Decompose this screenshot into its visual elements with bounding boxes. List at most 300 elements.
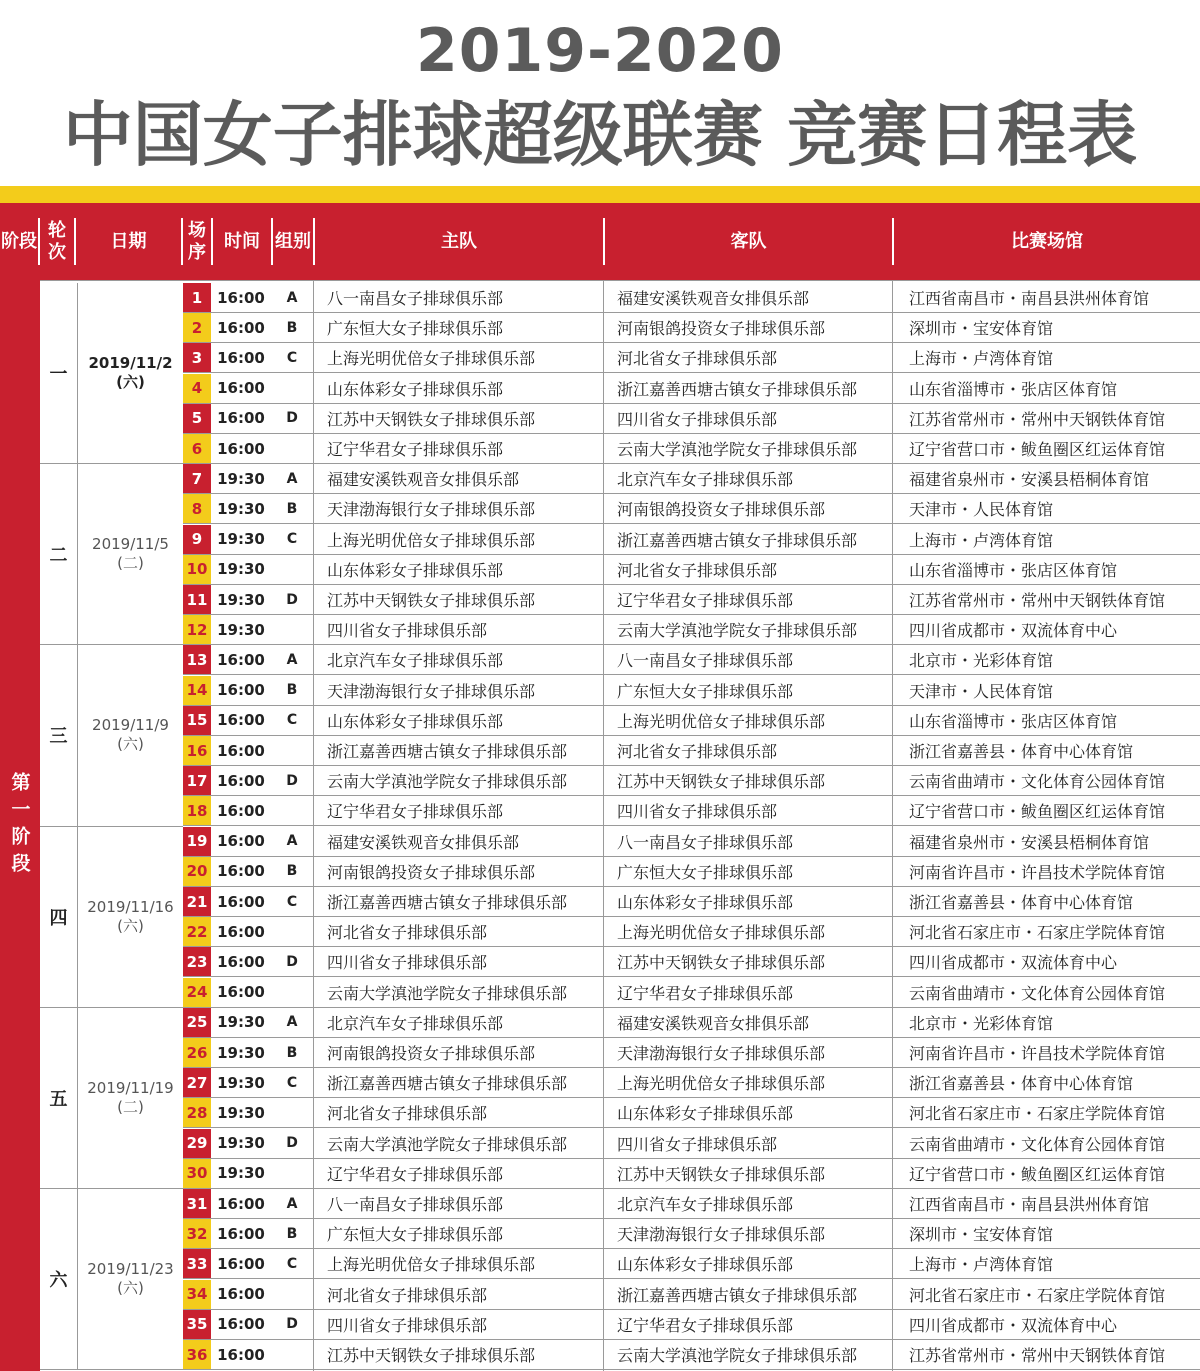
venue: 深圳市・宝安体育馆 <box>909 1225 1054 1245</box>
home-team: 八一南昌女子排球俱乐部 <box>327 289 504 308</box>
table-row <box>183 978 1200 1008</box>
match-number: 1 <box>183 283 211 312</box>
round-date-cell <box>78 827 183 1007</box>
match-time: 19:30 <box>217 469 265 488</box>
table-row <box>183 766 1200 796</box>
header-round: 轮次 <box>40 218 76 265</box>
round-weekday: (六) <box>117 735 144 754</box>
table-row <box>183 1129 1200 1159</box>
away-team: 浙江嘉善西塘古镇女子排球俱乐部 <box>617 1285 858 1305</box>
away-team: 福建安溪铁观音女排俱乐部 <box>617 289 810 308</box>
match-number: 32 <box>183 1219 211 1248</box>
match-group: A <box>286 651 298 668</box>
match-time: 19:30 <box>217 1164 265 1183</box>
table-row <box>183 1310 1200 1340</box>
venue: 河南省许昌市・许昌技术学院体育馆 <box>909 862 1166 882</box>
match-time: 16:00 <box>217 379 265 398</box>
home-team: 浙江嘉善西塘古镇女子排球俱乐部 <box>327 742 568 761</box>
page-title: 中国女子排球超级联赛 竞赛日程表 <box>62 94 1138 176</box>
table-row <box>183 464 1200 494</box>
match-group: A <box>286 470 298 487</box>
away-team: 八一南昌女子排球俱乐部 <box>617 832 794 852</box>
match-group: A <box>286 289 298 306</box>
match-number: 29 <box>183 1129 211 1158</box>
round-block <box>40 283 183 464</box>
match-time: 16:00 <box>217 1315 265 1334</box>
match-group: A <box>286 833 298 850</box>
venue: 辽宁省营口市・鲅鱼圈区红运体育馆 <box>909 802 1166 822</box>
table-row <box>183 555 1200 585</box>
match-number: 16 <box>183 736 211 765</box>
away-team: 江苏中天钢铁女子排球俱乐部 <box>617 772 826 792</box>
home-team: 浙江嘉善西塘古镇女子排球俱乐部 <box>327 1074 568 1094</box>
match-time: 16:00 <box>217 409 265 428</box>
match-group: B <box>286 1044 298 1061</box>
home-team: 山东体彩女子排球俱乐部 <box>327 711 504 731</box>
away-team: 四川省女子排球俱乐部 <box>617 802 778 822</box>
venue: 天津市・人民体育馆 <box>909 681 1054 701</box>
table-row <box>183 736 1200 766</box>
away-team: 北京汽车女子排球俱乐部 <box>617 1195 794 1214</box>
match-time: 16:00 <box>217 1285 265 1304</box>
match-time: 16:00 <box>217 1224 265 1243</box>
away-team: 浙江嘉善西塘古镇女子排球俱乐部 <box>617 530 858 550</box>
table-row <box>183 585 1200 615</box>
round-weekday: (六) <box>116 373 145 392</box>
header-group: 组别 <box>273 218 315 265</box>
stage-label <box>0 280 40 1371</box>
round-date-cell <box>78 283 183 463</box>
match-time: 16:00 <box>217 983 265 1002</box>
round-name: 三 <box>40 645 78 825</box>
home-team: 广东恒大女子排球俱乐部 <box>327 1225 504 1245</box>
match-number: 18 <box>183 796 211 825</box>
venue: 山东省淄博市・张店区体育馆 <box>909 711 1118 731</box>
table-row <box>183 645 1200 675</box>
match-group: C <box>286 1255 298 1272</box>
match-number: 36 <box>183 1340 211 1369</box>
home-team: 福建安溪铁观音女排俱乐部 <box>327 470 520 490</box>
away-team: 山东体彩女子排球俱乐部 <box>617 1255 794 1275</box>
match-time: 16:00 <box>217 832 265 851</box>
match-time: 19:30 <box>217 590 265 609</box>
match-time: 16:00 <box>217 318 265 337</box>
venue: 浙江省嘉善县・体育中心体育馆 <box>909 1074 1134 1094</box>
away-team: 上海光明优倍女子排球俱乐部 <box>617 1074 826 1094</box>
round-date: 2019/11/5 <box>92 535 169 554</box>
table-row <box>183 313 1200 343</box>
home-team: 河北省女子排球俱乐部 <box>327 1285 488 1305</box>
title-year: 2019-2020 <box>416 16 784 86</box>
venue: 云南省曲靖市・文化体育公园体育馆 <box>909 1134 1166 1154</box>
table-row <box>183 615 1200 645</box>
match-time: 16:00 <box>217 741 265 760</box>
round-date: 2019/11/16 <box>87 897 174 916</box>
match-group: B <box>286 500 298 517</box>
round-block <box>40 464 183 645</box>
round-date-cell <box>78 464 183 644</box>
table-row <box>183 1098 1200 1128</box>
match-number: 19 <box>183 827 211 856</box>
away-team: 江苏中天钢铁女子排球俱乐部 <box>617 1164 826 1184</box>
table-row <box>183 947 1200 977</box>
home-team: 四川省女子排球俱乐部 <box>327 953 488 973</box>
divider-group <box>313 280 314 1371</box>
match-number: 20 <box>183 857 211 886</box>
home-team: 山东体彩女子排球俱乐部 <box>327 560 504 580</box>
home-team: 山东体彩女子排球俱乐部 <box>327 379 504 399</box>
home-team: 上海光明优倍女子排球俱乐部 <box>327 530 536 550</box>
venue: 深圳市・宝安体育馆 <box>909 319 1054 339</box>
away-team: 辽宁华君女子排球俱乐部 <box>617 1315 794 1335</box>
venue: 云南省曲靖市・文化体育公园体育馆 <box>909 772 1166 792</box>
venue: 辽宁省营口市・鲅鱼圈区红运体育馆 <box>909 440 1166 459</box>
round-weekday: (六) <box>117 916 144 935</box>
venue: 河北省石家庄市・石家庄学院体育馆 <box>909 1285 1166 1305</box>
away-team: 河南银鸽投资女子排球俱乐部 <box>617 500 826 520</box>
match-group <box>271 555 313 584</box>
match-group: B <box>286 682 298 699</box>
header-order: 场序 <box>183 218 213 265</box>
away-team: 山东体彩女子排球俱乐部 <box>617 893 794 912</box>
home-team: 福建安溪铁观音女排俱乐部 <box>327 832 520 852</box>
venue: 北京市・光彩体育馆 <box>909 651 1054 671</box>
match-number: 31 <box>183 1189 211 1218</box>
match-time: 16:00 <box>217 1194 265 1213</box>
home-team: 江苏中天钢铁女子排球俱乐部 <box>327 409 536 429</box>
match-number: 4 <box>183 374 211 403</box>
away-team: 天津渤海银行女子排球俱乐部 <box>617 1225 826 1245</box>
home-team: 云南大学滇池学院女子排球俱乐部 <box>327 1134 568 1154</box>
match-number: 25 <box>183 1008 211 1037</box>
match-time: 16:00 <box>217 801 265 820</box>
match-group <box>271 374 313 403</box>
table-row <box>183 1159 1200 1189</box>
match-time: 16:00 <box>217 771 265 790</box>
round-date-cell <box>78 1008 183 1188</box>
table-row <box>183 404 1200 434</box>
venue: 江西省南昌市・南昌县洪州体育馆 <box>909 1195 1150 1214</box>
home-team: 八一南昌女子排球俱乐部 <box>327 1195 504 1214</box>
match-group <box>271 1340 313 1369</box>
match-group: B <box>286 1225 298 1242</box>
away-team: 上海光明优倍女子排球俱乐部 <box>617 923 826 943</box>
match-number: 8 <box>183 494 211 523</box>
away-team: 云南大学滇池学院女子排球俱乐部 <box>617 440 858 459</box>
round-date: 2019/11/23 <box>87 1260 174 1279</box>
away-team: 北京汽车女子排球俱乐部 <box>617 470 794 490</box>
match-number: 27 <box>183 1068 211 1097</box>
match-time: 16:00 <box>217 439 265 458</box>
match-group: B <box>286 319 298 336</box>
home-team: 四川省女子排球俱乐部 <box>327 621 488 641</box>
match-group <box>271 1280 313 1309</box>
home-team: 云南大学滇池学院女子排球俱乐部 <box>327 983 568 1003</box>
away-team: 云南大学滇池学院女子排球俱乐部 <box>617 621 858 641</box>
round-weekday: (六) <box>117 1279 144 1298</box>
venue: 四川省成都市・双流体育中心 <box>909 953 1118 973</box>
match-group <box>271 615 313 644</box>
venue: 四川省成都市・双流体育中心 <box>909 1315 1118 1335</box>
table-row <box>183 525 1200 555</box>
home-team: 江苏中天钢铁女子排球俱乐部 <box>327 591 536 610</box>
round-name: 五 <box>40 1008 78 1188</box>
match-number: 17 <box>183 766 211 795</box>
table-row <box>183 1340 1200 1370</box>
venue: 福建省泉州市・安溪县梧桐体育馆 <box>909 832 1150 852</box>
away-team: 云南大学滇池学院女子排球俱乐部 <box>617 1346 858 1365</box>
away-team: 山东体彩女子排球俱乐部 <box>617 1104 794 1124</box>
match-group: D <box>286 953 298 970</box>
home-team: 上海光明优倍女子排球俱乐部 <box>327 349 536 369</box>
home-team: 河北省女子排球俱乐部 <box>327 923 488 943</box>
round-name: 六 <box>40 1189 78 1369</box>
match-time: 16:00 <box>217 862 265 881</box>
match-time: 16:00 <box>217 348 265 367</box>
match-time: 19:30 <box>217 530 265 549</box>
match-group: A <box>286 1195 298 1212</box>
match-group: D <box>286 772 298 789</box>
match-time: 19:30 <box>217 560 265 579</box>
match-number: 15 <box>183 706 211 735</box>
table-row <box>183 1038 1200 1068</box>
match-number: 12 <box>183 615 211 644</box>
venue: 四川省成都市・双流体育中心 <box>909 621 1118 641</box>
match-time: 19:30 <box>217 1103 265 1122</box>
venue: 江苏省常州市・常州中天钢铁体育馆 <box>909 409 1166 429</box>
table-row <box>183 676 1200 706</box>
divider-away <box>892 280 893 1371</box>
table-row <box>183 1068 1200 1098</box>
venue: 上海市・卢湾体育馆 <box>909 530 1054 550</box>
match-number: 14 <box>183 676 211 705</box>
away-team: 四川省女子排球俱乐部 <box>617 1134 778 1154</box>
away-team: 福建安溪铁观音女排俱乐部 <box>617 1013 810 1033</box>
away-team: 天津渤海银行女子排球俱乐部 <box>617 1044 826 1063</box>
round-date: 2019/11/9 <box>92 716 169 735</box>
match-time: 19:30 <box>217 499 265 518</box>
table-row <box>183 887 1200 917</box>
home-team: 四川省女子排球俱乐部 <box>327 1315 488 1335</box>
home-team: 上海光明优倍女子排球俱乐部 <box>327 1255 536 1275</box>
venue: 辽宁省营口市・鲅鱼圈区红运体育馆 <box>909 1164 1166 1184</box>
table-top-line <box>40 280 1200 281</box>
match-time: 16:00 <box>217 1345 265 1364</box>
match-time: 16:00 <box>217 711 265 730</box>
match-group <box>271 1098 313 1127</box>
round-block <box>40 827 183 1008</box>
match-number: 28 <box>183 1098 211 1127</box>
match-time: 16:00 <box>217 922 265 941</box>
match-time: 16:00 <box>217 1254 265 1273</box>
match-number: 22 <box>183 917 211 946</box>
home-team: 广东恒大女子排球俱乐部 <box>327 319 504 339</box>
table-row <box>183 1249 1200 1279</box>
match-time: 19:30 <box>217 1013 265 1032</box>
match-number: 6 <box>183 434 211 463</box>
round-date-cell <box>78 1189 183 1369</box>
home-team: 云南大学滇池学院女子排球俱乐部 <box>327 772 568 792</box>
match-number: 5 <box>183 404 211 433</box>
away-team: 广东恒大女子排球俱乐部 <box>617 862 794 882</box>
home-team: 河南银鸽投资女子排球俱乐部 <box>327 862 536 882</box>
table-row <box>183 1189 1200 1219</box>
match-number: 30 <box>183 1159 211 1188</box>
home-team: 河南银鸽投资女子排球俱乐部 <box>327 1044 536 1063</box>
match-number: 33 <box>183 1249 211 1278</box>
round-block <box>40 1189 183 1370</box>
divider-home <box>603 280 604 1371</box>
table-row <box>183 343 1200 373</box>
table-row <box>183 374 1200 404</box>
table-row <box>183 917 1200 947</box>
home-team: 天津渤海银行女子排球俱乐部 <box>327 500 536 520</box>
away-team: 广东恒大女子排球俱乐部 <box>617 681 794 701</box>
venue: 浙江省嘉善县・体育中心体育馆 <box>909 742 1134 761</box>
match-group: D <box>286 410 298 427</box>
venue: 河南省许昌市・许昌技术学院体育馆 <box>909 1044 1166 1063</box>
table-row <box>183 283 1200 313</box>
match-number: 21 <box>183 887 211 916</box>
round-name: 二 <box>40 464 78 644</box>
match-group <box>271 736 313 765</box>
match-number: 2 <box>183 313 211 342</box>
match-time: 19:30 <box>217 1043 265 1062</box>
away-team: 河南银鸽投资女子排球俱乐部 <box>617 319 826 339</box>
match-group: C <box>286 531 298 548</box>
match-number: 24 <box>183 978 211 1007</box>
venue: 北京市・光彩体育馆 <box>909 1013 1054 1033</box>
home-team: 辽宁华君女子排球俱乐部 <box>327 802 504 822</box>
venue: 江西省南昌市・南昌县洪州体育馆 <box>909 289 1150 308</box>
match-number: 3 <box>183 343 211 372</box>
match-time: 16:00 <box>217 952 265 971</box>
match-group: D <box>286 1316 298 1333</box>
match-group: B <box>286 863 298 880</box>
round-date-cell <box>78 645 183 825</box>
round-block <box>40 1008 183 1189</box>
match-group <box>271 978 313 1007</box>
venue: 浙江省嘉善县・体育中心体育馆 <box>909 893 1134 912</box>
header-time: 时间 <box>213 218 273 265</box>
match-number: 26 <box>183 1038 211 1067</box>
match-group: C <box>286 1074 298 1091</box>
match-number: 10 <box>183 555 211 584</box>
match-time: 19:30 <box>217 620 265 639</box>
venue: 江苏省常州市・常州中天钢铁体育馆 <box>909 1346 1166 1365</box>
match-group <box>271 434 313 463</box>
match-group <box>271 796 313 825</box>
away-team: 河北省女子排球俱乐部 <box>617 742 778 761</box>
table-row <box>183 857 1200 887</box>
match-number: 13 <box>183 645 211 674</box>
match-number: 11 <box>183 585 211 614</box>
match-group: C <box>286 893 298 910</box>
match-time: 16:00 <box>217 288 265 307</box>
away-team: 河北省女子排球俱乐部 <box>617 560 778 580</box>
round-name: 一 <box>40 283 78 463</box>
match-group: C <box>286 712 298 729</box>
table-row <box>183 494 1200 524</box>
header-away: 客队 <box>605 218 894 265</box>
match-group <box>271 917 313 946</box>
match-number: 23 <box>183 947 211 976</box>
away-team: 江苏中天钢铁女子排球俱乐部 <box>617 953 826 973</box>
match-time: 16:00 <box>217 681 265 700</box>
round-block <box>40 645 183 826</box>
match-group: D <box>286 591 298 608</box>
table-row <box>183 1219 1200 1249</box>
home-team: 江苏中天钢铁女子排球俱乐部 <box>327 1346 536 1365</box>
round-date: 2019/11/2 <box>88 354 173 373</box>
match-group: A <box>286 1014 298 1031</box>
home-team: 北京汽车女子排球俱乐部 <box>327 651 504 671</box>
away-team: 河北省女子排球俱乐部 <box>617 349 778 369</box>
header-venue: 比赛场馆 <box>1011 230 1083 252</box>
header-date: 日期 <box>76 218 183 265</box>
match-time: 16:00 <box>217 650 265 669</box>
header-home: 主队 <box>315 218 605 265</box>
match-time: 19:30 <box>217 1134 265 1153</box>
header-stage: 阶段 <box>0 218 40 265</box>
away-team: 辽宁华君女子排球俱乐部 <box>617 983 794 1003</box>
venue: 山东省淄博市・张店区体育馆 <box>909 379 1118 399</box>
match-number: 9 <box>183 525 211 554</box>
match-number: 34 <box>183 1280 211 1309</box>
table-row <box>183 434 1200 464</box>
away-team: 浙江嘉善西塘古镇女子排球俱乐部 <box>617 379 858 399</box>
home-team: 辽宁华君女子排球俱乐部 <box>327 440 504 459</box>
home-team: 北京汽车女子排球俱乐部 <box>327 1013 504 1033</box>
match-time: 16:00 <box>217 892 265 911</box>
away-team: 四川省女子排球俱乐部 <box>617 409 778 429</box>
away-team: 辽宁华君女子排球俱乐部 <box>617 591 794 610</box>
table-row <box>183 1280 1200 1310</box>
venue: 山东省淄博市・张店区体育馆 <box>909 560 1118 580</box>
round-date: 2019/11/19 <box>87 1078 174 1097</box>
match-group <box>271 1159 313 1188</box>
table-row <box>183 706 1200 736</box>
venue: 天津市・人民体育馆 <box>909 500 1054 520</box>
home-team: 河北省女子排球俱乐部 <box>327 1104 488 1124</box>
table-row <box>183 827 1200 857</box>
away-team: 上海光明优倍女子排球俱乐部 <box>617 711 826 731</box>
venue: 福建省泉州市・安溪县梧桐体育馆 <box>909 470 1150 490</box>
home-team: 辽宁华君女子排球俱乐部 <box>327 1164 504 1184</box>
match-time: 19:30 <box>217 1073 265 1092</box>
venue: 云南省曲靖市・文化体育公园体育馆 <box>909 983 1166 1003</box>
venue: 河北省石家庄市・石家庄学院体育馆 <box>909 923 1166 943</box>
round-weekday: (二) <box>117 554 144 573</box>
venue: 江苏省常州市・常州中天钢铁体育馆 <box>909 591 1166 610</box>
venue: 上海市・卢湾体育馆 <box>909 1255 1054 1275</box>
yellow-band <box>0 186 1200 203</box>
match-group: D <box>286 1135 298 1152</box>
match-number: 35 <box>183 1310 211 1339</box>
round-weekday: (二) <box>117 1097 144 1116</box>
home-team: 天津渤海银行女子排球俱乐部 <box>327 681 536 701</box>
table-row <box>183 1008 1200 1038</box>
venue: 上海市・卢湾体育馆 <box>909 349 1054 369</box>
match-number: 7 <box>183 464 211 493</box>
venue: 河北省石家庄市・石家庄学院体育馆 <box>909 1104 1166 1124</box>
table-row <box>183 796 1200 826</box>
away-team: 八一南昌女子排球俱乐部 <box>617 651 794 671</box>
round-name: 四 <box>40 827 78 1007</box>
home-team: 浙江嘉善西塘古镇女子排球俱乐部 <box>327 893 568 912</box>
stage-label-text: 第一阶段 <box>8 771 31 880</box>
match-group: C <box>286 349 298 366</box>
